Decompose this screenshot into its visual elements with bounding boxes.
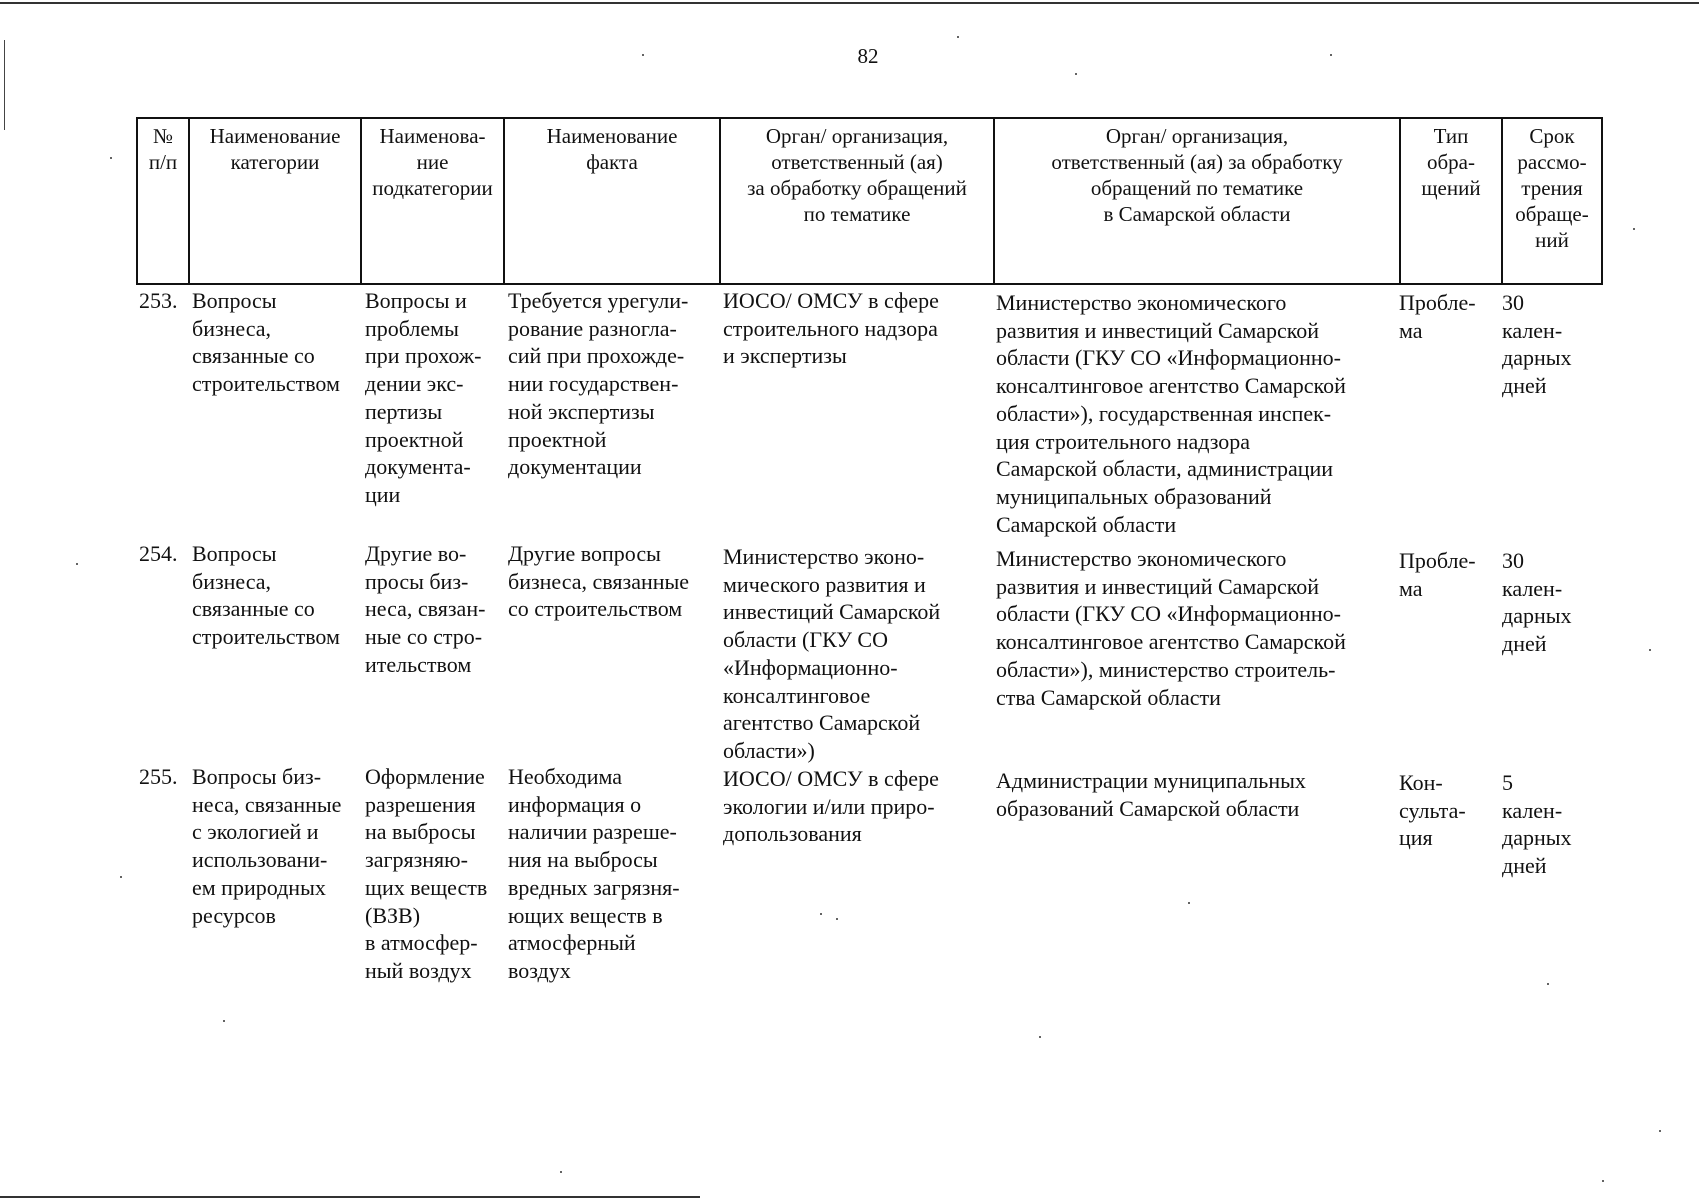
row-number: 253.: [139, 288, 178, 313]
header-subcategory-text: Наименова- ние подкатегории: [372, 124, 493, 200]
scan-speck: [1075, 73, 1077, 75]
header-type-text: Тип обра- щений: [1421, 124, 1481, 200]
header-org-samara-text: Орган/ организация, ответственный (ая) за обработку обращений по тематике в Самарской области: [1051, 124, 1343, 226]
row-term: 5 кален- дарных дней: [1502, 770, 1572, 879]
row-term: 30 кален- дарных дней: [1502, 290, 1572, 399]
header-org-text: Орган/ организация, ответственный (ая) за обработку обращений по тематике: [747, 124, 967, 226]
row-category: Вопросы биз- неса, связанные с экологией и использовани- ем природных ресурсов: [192, 764, 342, 928]
scan-speck: [223, 1020, 225, 1022]
header-org: [719, 117, 993, 285]
row-number: 254.: [139, 541, 178, 566]
scan-speck: [1659, 1130, 1661, 1132]
row-category: Вопросы бизнеса, связанные со строительством: [192, 288, 340, 397]
header-number: [136, 117, 188, 285]
row-org: ИОСО/ ОМСУ в сфере экологии и/или приро- допользования: [723, 766, 939, 847]
table-header: [136, 117, 1603, 287]
header-org-samara: [993, 117, 1399, 285]
row-type: Кон- сульта- ция: [1399, 770, 1466, 851]
row-org: ИОСО/ ОМСУ в сфере строительного надзора и экспертизы: [723, 288, 939, 369]
row-number: 255.: [139, 764, 178, 789]
scan-speck: [1602, 1180, 1604, 1182]
row-subcategory: Оформление разрешения на выбросы загрязняю- щих веществ (ВЗВ) в атмосфер- ный воздух: [365, 764, 488, 983]
row-type: Пробле- ма: [1399, 290, 1476, 343]
row-fact: Другие вопросы бизнеса, связанные со строительством: [508, 541, 690, 622]
scan-speck: [1188, 902, 1190, 904]
row-fact: Требуется урегули- рование разногла- сий при прохожде- нии государствен- ной экспертизы проектной документации: [508, 288, 689, 480]
header-type: [1399, 117, 1501, 285]
scan-speck: [1633, 228, 1635, 230]
scan-speck: [957, 36, 959, 38]
row-org: Министерство эконо- мического развития и инвестиций Самарской области (ГКУ СО «Информационно- консалтинговое агентство Самарской области»): [723, 544, 941, 763]
row-category: Вопросы бизнеса, связанные со строительством: [192, 541, 340, 650]
scan-speck: [1039, 1036, 1041, 1038]
row-term: 30 кален- дарных дней: [1502, 548, 1572, 657]
header-term-text: Срок рассмо- трения обраще- ний: [1515, 124, 1589, 252]
row-subcategory: Вопросы и проблемы при прохож- дении экс- пертизы проектной документа- ции: [365, 288, 482, 507]
scan-speck: [1330, 54, 1332, 56]
scan-speck: [120, 876, 122, 878]
scan-speck: [820, 913, 822, 915]
header-number-text: № п/п: [148, 124, 178, 174]
row-org-samara: Министерство экономического развития и инвестиций Самарской области (ГКУ СО «Информационно- консалтинговое агентство Самарской области»), государственная инспек- ция строительного надзора Самарской области, администрации муниципальных образований Самарской области: [996, 290, 1346, 537]
scan-speck: [836, 918, 838, 920]
header-term: [1501, 117, 1603, 285]
scan-speck: [642, 54, 644, 56]
top-rule: [0, 2, 1699, 4]
scan-speck: [1649, 649, 1651, 651]
bottom-rule: [0, 1196, 700, 1198]
scan-speck: [1547, 983, 1549, 985]
scan-speck: [76, 563, 78, 565]
header-fact: [503, 117, 719, 285]
row-type: Пробле- ма: [1399, 548, 1476, 601]
header-subcategory: [360, 117, 503, 285]
row-org-samara: Министерство экономического развития и инвестиций Самарской области (ГКУ СО «Информационно- консалтинговое агентство Самарской области»), министерство строитель- ства Самарской области: [996, 546, 1346, 710]
header-category-text: Наименование категории: [209, 124, 341, 174]
page-number: 82: [857, 44, 879, 68]
row-org-samara: Администрации муниципальных образований Самарской области: [996, 768, 1306, 821]
scan-speck: [110, 157, 112, 159]
header-category: [188, 117, 360, 285]
row-fact: Необходима информация о наличии разреше- ния на выбросы вредных загрязня- ющих веществ в атмосферный воздух: [508, 764, 680, 983]
row-subcategory: Другие во- просы биз- неса, связан- ные со стро- ительством: [365, 541, 486, 677]
header-fact-text: Наименование факта: [546, 124, 678, 174]
scan-speck: [560, 1171, 562, 1173]
